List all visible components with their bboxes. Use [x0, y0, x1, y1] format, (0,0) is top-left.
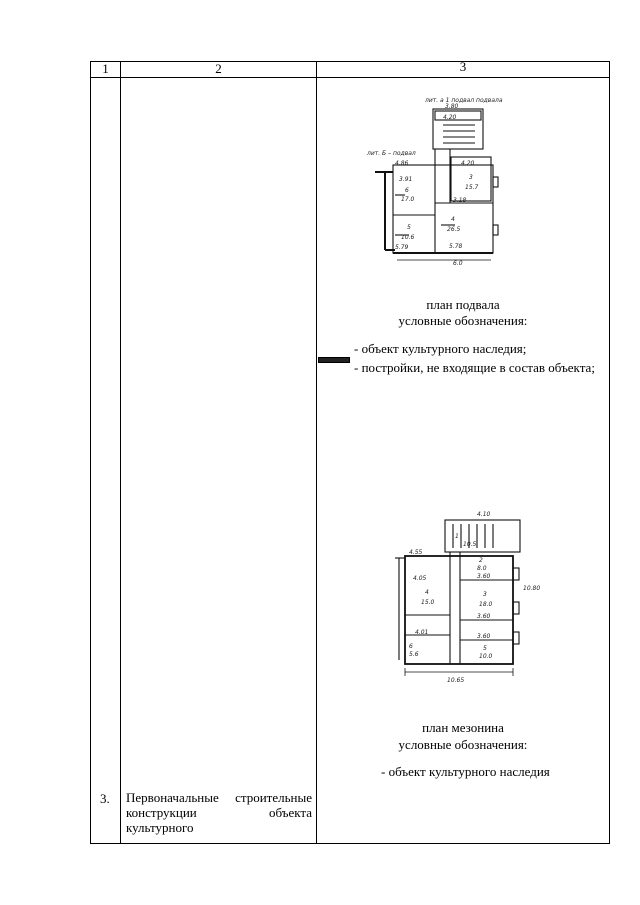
mezzanine-legend-title: условные обозначения:	[398, 737, 528, 752]
basement-dim-1: 3.80	[445, 103, 459, 110]
column-header-1: 1	[102, 61, 109, 76]
mezzanine-dim-6: 3.60	[477, 613, 491, 620]
mezzanine-room-6-number: 6	[409, 643, 413, 650]
mezzanine-plan-svg	[385, 510, 541, 685]
basement-legend-title: условные обозначения:	[398, 313, 528, 328]
mezzanine-plan-drawing	[385, 510, 541, 685]
basement-dim-3: 4.86	[395, 160, 409, 167]
mezzanine-dim-4: 4.01	[415, 629, 429, 636]
table-bottom-border	[90, 843, 610, 844]
mezzanine-room-3-area: 18.0	[479, 601, 493, 608]
mezzanine-room-4-number: 4	[425, 589, 429, 596]
mezzanine-dim-1: 4.10	[477, 511, 491, 518]
mezzanine-room-5-area: 10.0	[479, 653, 493, 660]
basement-room-6-area: 17.0	[401, 196, 415, 203]
mezzanine-room-2-area: 8.0	[477, 565, 487, 572]
mezzanine-dim-5: 3.60	[477, 573, 491, 580]
mezzanine-legend-heritage-object: - объект культурного наследия	[381, 764, 550, 779]
basement-top-note: лит. а 1 подвал подвала	[425, 97, 503, 104]
mezzanine-room-1-number: 1	[455, 533, 459, 540]
table-column-divider-1	[120, 61, 121, 844]
mezzanine-plan-caption: план мезонина	[422, 720, 504, 735]
mezzanine-room-3-number: 3	[483, 591, 487, 598]
basement-room-5-area: 10.6	[401, 234, 415, 241]
table-header-bottom-border	[90, 77, 610, 78]
legend-heritage-object: - объект культурного наследия;	[354, 341, 527, 356]
basement-dim-6: 5.78	[449, 243, 463, 250]
basement-dim-7: 6.0	[453, 260, 463, 267]
mezzanine-dim-3: 4.05	[413, 575, 427, 582]
basement-room-5-number: 5	[407, 224, 411, 231]
basement-left-note: лит. Б – подвал	[367, 150, 416, 157]
mezzanine-dim-9: 10.80	[523, 585, 541, 592]
table-right-border	[609, 61, 610, 844]
column-header-2: 2	[215, 61, 222, 76]
mezzanine-room-5-number: 5	[483, 645, 487, 652]
mezzanine-dim-8: 10.65	[447, 677, 465, 684]
mezzanine-room-6-area: 5.6	[409, 651, 419, 658]
row-number: 3.	[100, 791, 110, 806]
basement-dim-4: 3.91	[399, 176, 413, 183]
column-header-3: 3	[459, 59, 467, 74]
mezzanine-room-2-number: 2	[479, 557, 483, 564]
table-left-border	[90, 61, 91, 844]
basement-dim-2: 4.20	[443, 114, 457, 121]
basement-dim-8: 4.20	[461, 160, 475, 167]
basement-room-6-number: 6	[405, 187, 409, 194]
mezzanine-dim-2: 4.55	[409, 549, 423, 556]
mezzanine-dim-7: 3.60	[477, 633, 491, 640]
basement-dim-5: 3.18	[453, 197, 467, 204]
row-description: Первоначальные строительные конструкции объекта культурного	[126, 790, 312, 835]
basement-plan-drawing	[365, 95, 525, 270]
heritage-object-swatch	[318, 357, 350, 363]
basement-plan-svg	[365, 95, 525, 270]
legend-non-object-buildings: - постройки, не входящие в состав объекта;	[354, 360, 595, 375]
basement-room-4-area: 26.5	[447, 226, 461, 233]
basement-room-3-area: 15.7	[465, 184, 479, 191]
mezzanine-room-4-area: 15.0	[421, 599, 435, 606]
basement-room-4-number: 4	[451, 216, 455, 223]
basement-room-3-number: 3	[469, 174, 473, 181]
mezzanine-room-1-area: 10.5	[463, 541, 477, 548]
basement-plan-caption: план подвала	[426, 297, 500, 312]
basement-dim-9: 5.79	[395, 244, 409, 251]
